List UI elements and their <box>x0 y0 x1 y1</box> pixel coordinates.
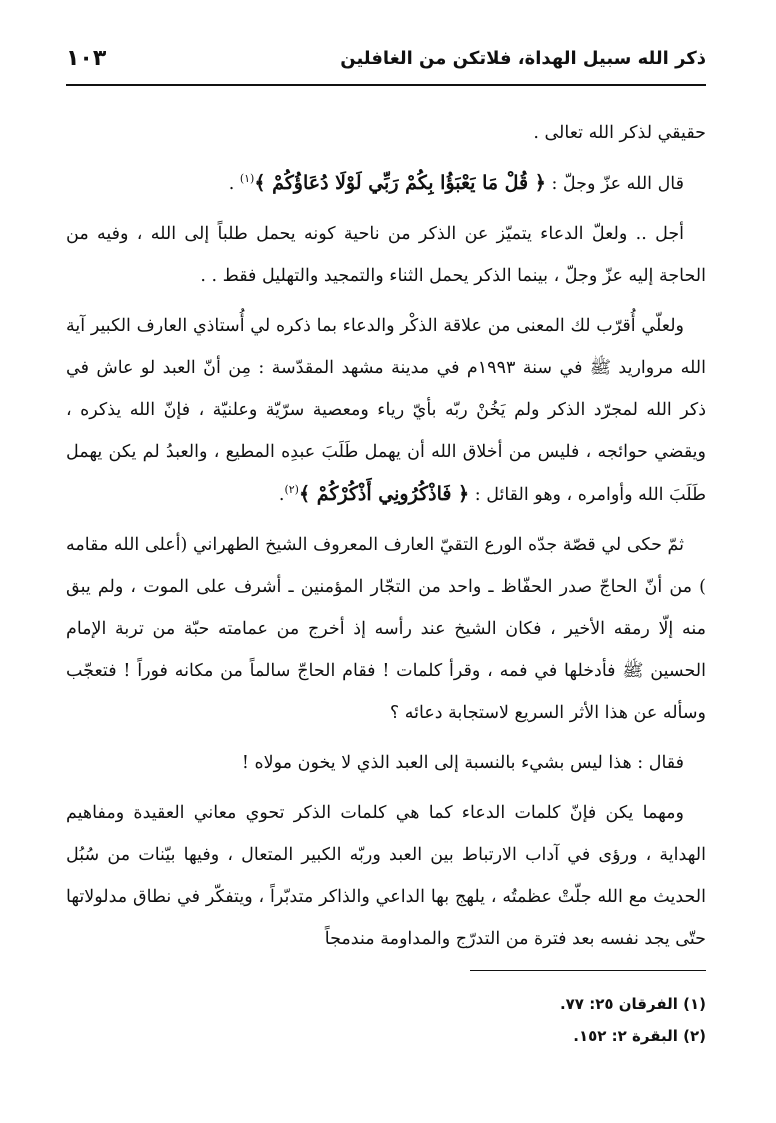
footnote-divider <box>470 970 706 971</box>
footnote-ref-1: (١) <box>239 172 255 186</box>
paragraph-4-end: . <box>278 485 285 505</box>
paragraph-2 <box>66 162 706 205</box>
paragraph-7: ومهما يكن فإنّ كلمات الدعاء كما هي كلمات الذكر تحوي معاني العقيدة ومفاهيم الهداية ، ورؤى في آداب الارتباط بين العبد وربّه الكبير المتعال ، وفيها بيّنات من سُبُل الحديث مع الله جلّتْ عظمتُه ، يلهج بها الداعي والذاكر متدبّراً ، ويتفكّر في نطاق مدلولاتها حتّى يجد نفسه بعد فترة من التدرّج والمداومة مندمجاً <box>66 803 706 949</box>
paragraph-4-text: ولعلّي أُقرّب لك المعنى من علاقة الذكْر والدعاء بما ذكره لي أُستاذي العارف الكبير آية الله مرواريد ﷺ في سنة ١٩٩٣م في مدينة مشهد المقدّسة : مِن أنّ العبد لو عاش في ذكر الله لمجرّد الذكر ولم يَخُنْ ربّه بأيّ رياء ومعصية سرّيّة وعلنيّة ، فإنّ الله يذكره ، ويقضي حوائجه ، فليس من أخلاق الله أن يهمل طَلَبَ عبدِه المطيع ، والعبدُ لم يكن يهمل طَلَبَ الله وأوامره ، وهو القائل : <box>66 316 707 505</box>
quran-verse-1: ﴿ قُلْ مَا يَعْبَؤُا بِكُمْ رَبِّي لَوْلَا دُعَاؤُكُمْ ﴾ <box>254 172 546 194</box>
paragraph-2-text: قال الله عزّ وجلّ : <box>545 174 684 194</box>
paragraph-2-end: . <box>228 174 240 194</box>
footnotes <box>66 988 706 1052</box>
paragraph-1: حقيقي لذكر الله تعالى . <box>533 123 706 143</box>
paragraph-6: فقال : هذا ليس بشيء بالنسبة إلى العبد الذي لا يخون مولاه ! <box>241 753 684 773</box>
paragraph-3: أجل .. ولعلّ الدعاء يتميّز عن الذكر من ناحية كونه يحمل طلباً إلى الله ، وفيه من الحاجة إليه عزّ وجلّ ، بينما الذكر يحمل الثناء والتمجيد والتهليل فقط . . <box>66 224 706 286</box>
footnote-ref-2: (٢) <box>284 483 299 497</box>
footnote-2: (٢) البقرة ٢: ١٥٢. <box>573 1027 706 1045</box>
running-title: ذكر الله سبيل الهداة، فلاتكن من الغافلين <box>340 48 706 69</box>
paragraph-5: ثمّ حكى لي قصّة جدّه الورع التقيّ العارف المعروف الشيخ الطهراني (أعلى الله مقامه ) من أنّ الحاجّ صدر الحفّاظ ـ واحد من التجّار المؤمنين ـ أشرف على الموت ، ولم يبق منه إلّا رمقه الأخير ، فكان الشيخ عند رأسه إذ أخرج من عمامته حبّة من تربة الإمام الحسين ﷺ فأدخلها في فمه ، وقرأ كلمات ! فقام الحاجّ سالماً من مكانه فوراً ! فتعجّب وسأله عن هذا الأثر السريع لاستجابة دعائه ؟ <box>66 535 706 723</box>
book-page <box>66 40 706 1100</box>
body-text <box>66 112 706 960</box>
page-number: ١٠٣ <box>66 46 107 71</box>
paragraph-4 <box>66 305 706 516</box>
page-header <box>66 40 706 86</box>
footnote-1: (١) الفرقان ٢٥: ٧٧. <box>559 995 706 1013</box>
quran-verse-2: ﴿ فَاذْكُرُونِي أَذْكُرْكُمْ ﴾ <box>298 483 470 505</box>
